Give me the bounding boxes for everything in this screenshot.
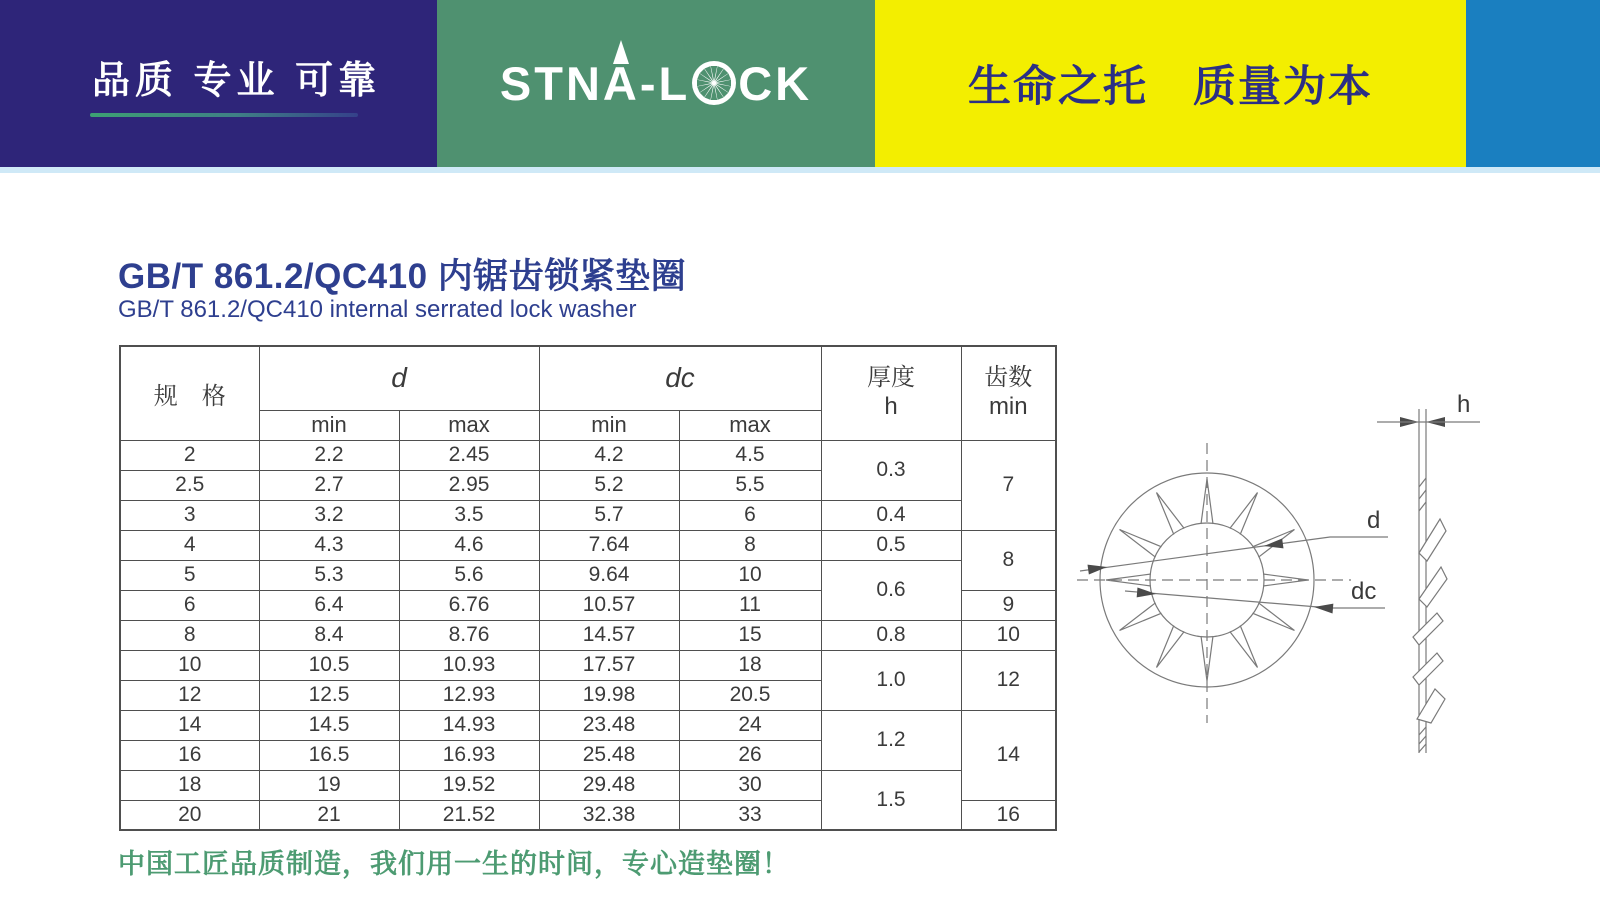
teeth-cell: 7 [961, 440, 1056, 530]
dc-max-cell: 33 [679, 800, 821, 830]
spec-cell: 6 [120, 590, 259, 620]
dc-max-cell: 20.5 [679, 680, 821, 710]
thickness-cell: 0.3 [821, 440, 961, 500]
dc-min-cell: 5.7 [539, 500, 679, 530]
dc-max-cell: 26 [679, 740, 821, 770]
table-row [120, 500, 1056, 530]
table-row [120, 440, 1056, 470]
table-row [120, 770, 1056, 800]
spec-cell: 14 [120, 710, 259, 740]
logo-text-part1: STN [499, 57, 603, 110]
logo-text-part3: CK [738, 57, 813, 110]
dc-max-cell: 30 [679, 770, 821, 800]
header-banner [0, 0, 1600, 167]
d-min-cell: 19 [259, 770, 399, 800]
logo-text-part2: -L [639, 57, 691, 110]
col-header-teeth [961, 346, 1056, 440]
slogan-right: 生命之托 质量为本 [968, 63, 1373, 111]
dc-min-cell: 9.64 [539, 560, 679, 590]
d-min-cell: 12.5 [259, 680, 399, 710]
table-row [120, 650, 1056, 680]
d-max-cell: 8.76 [399, 620, 539, 650]
spec-cell: 18 [120, 770, 259, 800]
d-max-cell: 10.93 [399, 650, 539, 680]
dc-min-cell: 5.2 [539, 470, 679, 500]
d-min-cell: 8.4 [259, 620, 399, 650]
d-min-cell: 4.3 [259, 530, 399, 560]
thickness-cell: 0.4 [821, 500, 961, 530]
d-min-cell: 2.7 [259, 470, 399, 500]
d-max-cell: 5.6 [399, 560, 539, 590]
dc-max-cell: 6 [679, 500, 821, 530]
d-min-cell: 10.5 [259, 650, 399, 680]
logo-letter-a: A [602, 57, 640, 110]
col-header-spec: 规 格 [120, 346, 259, 440]
teeth-cell: 10 [961, 620, 1056, 650]
thickness-label-cn: 厚度 [867, 364, 916, 392]
dc-max-cell: 5.5 [679, 470, 821, 500]
table-row [120, 530, 1056, 560]
subheader-dc-max: max [679, 410, 821, 440]
d-min-cell: 14.5 [259, 710, 399, 740]
dc-max-cell: 10 [679, 560, 821, 590]
slogan-underline [90, 113, 358, 117]
brand-logo [437, 0, 875, 167]
thickness-cell: 1.5 [821, 770, 961, 830]
diagram-label-h: h [1457, 391, 1471, 418]
footer-slogan: 中国工匠品质制造，我们用一生的时间，专心造垫圈！ [118, 849, 790, 879]
dc-max-cell: 15 [679, 620, 821, 650]
spec-cell: 2.5 [120, 470, 259, 500]
table-row [120, 620, 1056, 650]
thickness-label-h: h [884, 393, 898, 421]
col-header-thickness [821, 346, 961, 440]
spec-cell: 3 [120, 500, 259, 530]
d-min-cell: 16.5 [259, 740, 399, 770]
washer-technical-drawing [1055, 385, 1525, 785]
teeth-cell: 12 [961, 650, 1056, 710]
thickness-cell: 0.8 [821, 620, 961, 650]
dc-max-cell: 4.5 [679, 440, 821, 470]
d-max-cell: 14.93 [399, 710, 539, 740]
dc-min-cell: 19.98 [539, 680, 679, 710]
dc-min-cell: 32.38 [539, 800, 679, 830]
dc-min-cell: 23.48 [539, 710, 679, 740]
dc-min-cell: 7.64 [539, 530, 679, 560]
d-max-cell: 12.93 [399, 680, 539, 710]
dc-min-cell: 29.48 [539, 770, 679, 800]
col-header-d: d [259, 346, 539, 410]
spec-cell: 12 [120, 680, 259, 710]
d-max-cell: 21.52 [399, 800, 539, 830]
d-min-cell: 3.2 [259, 500, 399, 530]
header-divider-strip [0, 167, 1600, 173]
subheader-d-max: max [399, 410, 539, 440]
d-max-cell: 4.6 [399, 530, 539, 560]
header-block-blue [1466, 0, 1600, 167]
d-max-cell: 3.5 [399, 500, 539, 530]
thickness-cell: 0.6 [821, 560, 961, 620]
spec-cell: 2 [120, 440, 259, 470]
dc-max-cell: 11 [679, 590, 821, 620]
dc-min-cell: 10.57 [539, 590, 679, 620]
d-max-cell: 2.45 [399, 440, 539, 470]
slogan-left: 品质 专业 可靠 [92, 60, 382, 102]
table-row [120, 710, 1056, 740]
col-header-dc: dc [539, 346, 821, 410]
dc-min-cell: 25.48 [539, 740, 679, 770]
subheader-dc-min: min [539, 410, 679, 440]
dc-min-cell: 17.57 [539, 650, 679, 680]
d-min-cell: 6.4 [259, 590, 399, 620]
spec-cell: 5 [120, 560, 259, 590]
d-max-cell: 19.52 [399, 770, 539, 800]
teeth-cell: 9 [961, 590, 1056, 620]
spec-cell: 4 [120, 530, 259, 560]
dc-max-cell: 24 [679, 710, 821, 740]
teeth-cell: 8 [961, 530, 1056, 590]
teeth-label-cn: 齿数 [984, 364, 1033, 392]
dc-min-cell: 14.57 [539, 620, 679, 650]
table-row [120, 560, 1056, 590]
spec-cell: 20 [120, 800, 259, 830]
subheader-d-min: min [259, 410, 399, 440]
d-max-cell: 2.95 [399, 470, 539, 500]
teeth-label-min: min [988, 393, 1028, 421]
d-min-cell: 5.3 [259, 560, 399, 590]
d-min-cell: 21 [259, 800, 399, 830]
product-subtitle: GB/T 861.2/QC410 internal serrated lock washer [118, 296, 637, 323]
serrated-washer-icon [691, 60, 737, 113]
dc-max-cell: 8 [679, 530, 821, 560]
product-title: GB/T 861.2/QC410 内锯齿锁紧垫圈 [118, 257, 687, 296]
d-min-cell: 2.2 [259, 440, 399, 470]
diagram-label-d: d [1367, 507, 1381, 534]
thickness-cell: 1.2 [821, 710, 961, 770]
dc-min-cell: 4.2 [539, 440, 679, 470]
spec-cell: 16 [120, 740, 259, 770]
washer-front-view [1077, 443, 1388, 723]
d-max-cell: 16.93 [399, 740, 539, 770]
teeth-cell: 16 [961, 800, 1056, 830]
spec-cell: 10 [120, 650, 259, 680]
thickness-cell: 0.5 [821, 530, 961, 560]
dc-max-cell: 18 [679, 650, 821, 680]
thickness-cell: 1.0 [821, 650, 961, 710]
spec-table [119, 345, 1057, 831]
teeth-cell: 14 [961, 710, 1056, 800]
d-max-cell: 6.76 [399, 590, 539, 620]
diagram-label-dc: dc [1351, 578, 1377, 605]
washer-side-view [1377, 409, 1480, 753]
spec-cell: 8 [120, 620, 259, 650]
